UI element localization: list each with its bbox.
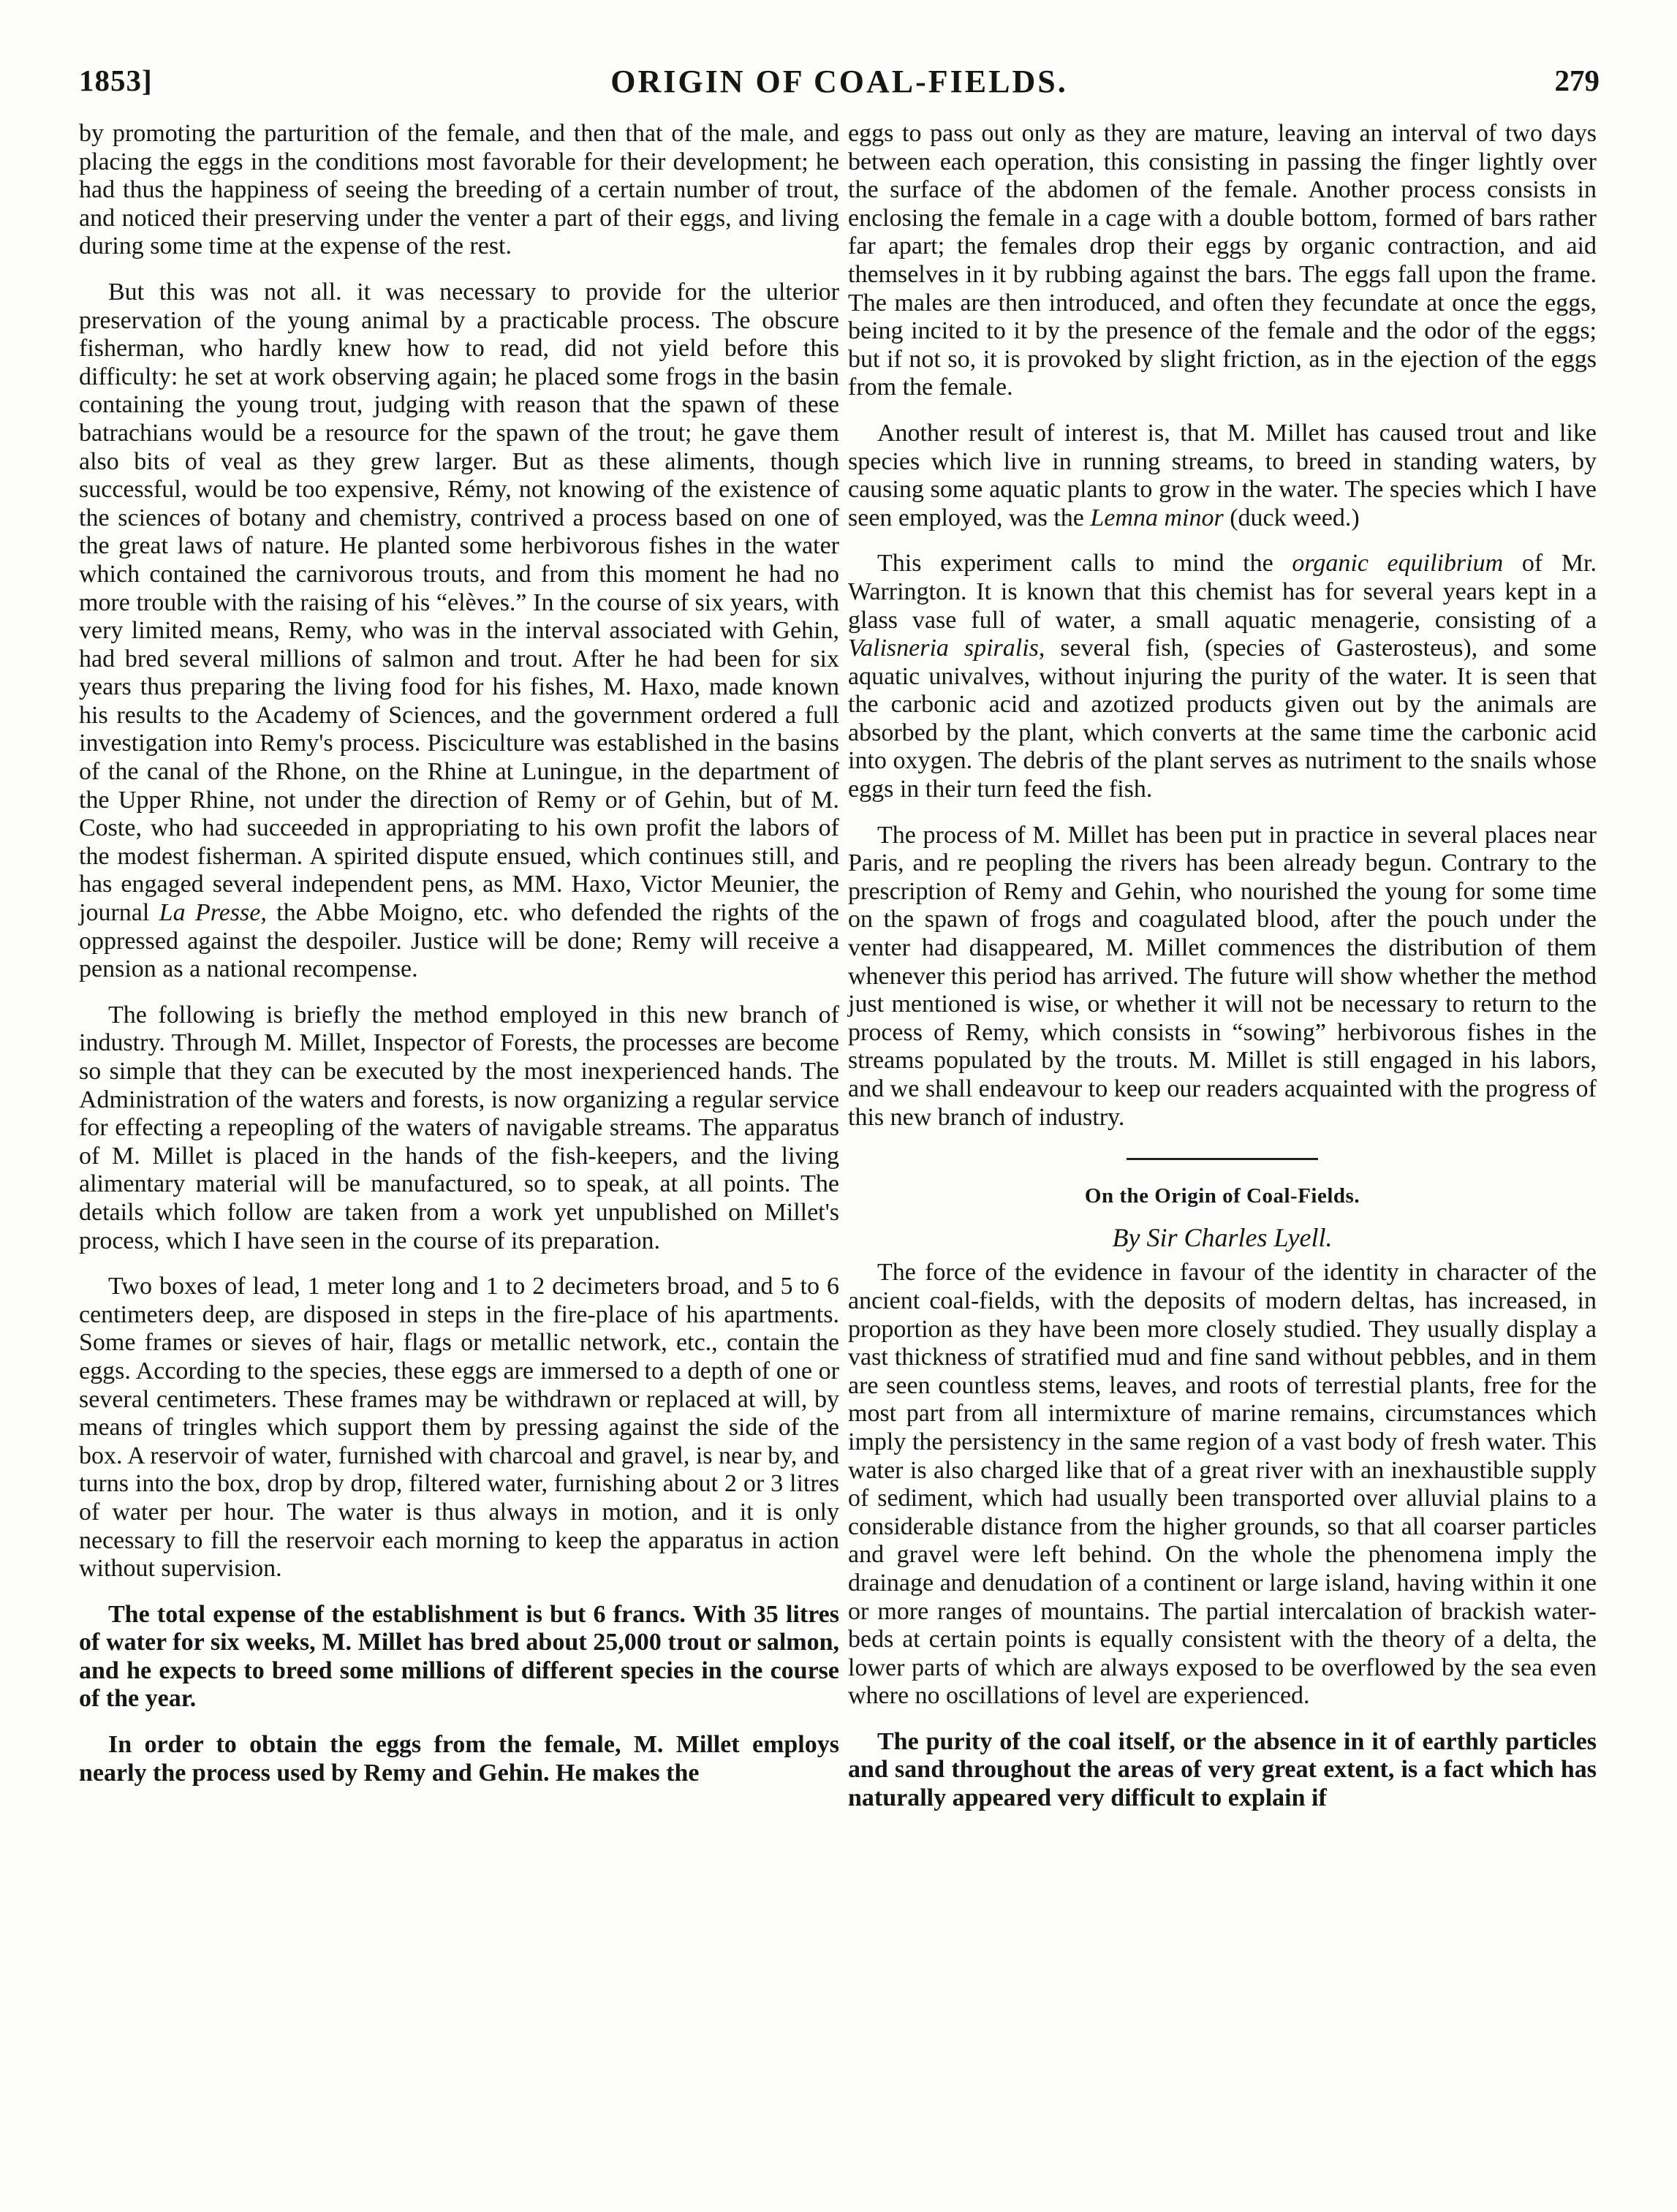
paragraph: The process of M. Millet has been put in practice in several places near Paris, and re peopling the rivers has been already begun. Contrary to the prescription of Remy and Gehin, who nourished the young for some time on the spawn of frogs and coagulated blood, after the pouch under the venter had disappeared, M. Millet commences the distribution of them whenever this period has arrived. The future will show whether the method just mentioned is wise, or whether it will not be necessary to return to the process of Remy, which consists in “sowing” herbivorous fishes in the streams populated by the trouts. M. Millet is still engaged in his labors, and we shall endeavour to keep our readers acquainted with the progress of this new branch of industry. (848, 821, 1597, 1131)
paragraph: Two boxes of lead, 1 meter long and 1 to 2 decimeters broad, and 5 to 6 centimeters deep, are disposed in steps in the fire-place of his apartments. Some frames or sieves of hair, flags or metallic network, etc., contain the eggs. According to the species, these eggs are immersed to a depth of one or several centimeters. These frames may be withdrawn or replaced at will, by means of tringles which support them by pressing against the side of the box. A reservoir of water, furnished with charcoal and gravel, is near by, and turns into the box, drop by drop, filtered water, furnishing about 2 or 3 litres of water per hour. The water is thus always in motion, and it is only necessary to fill the reservoir each morning to keep the apparatus in action without supervision. (79, 1273, 839, 1583)
journal-name: La Presse, (159, 899, 267, 927)
right-column (848, 120, 1597, 1830)
page-header (79, 63, 1600, 107)
paragraph-text: Another result of interest is, that M. Millet has caused trout and like species which live in running streams, to breed in standing waters, by causing some aquatic plants to grow in the water. The species which I have seen employed, was the (848, 419, 1597, 531)
paragraph (848, 420, 1597, 532)
paragraph: The total expense of the establishment is but 6 francs. With 35 litres of water for six weeks, M. Millet has bred about 25,000 trout or salmon, and he expects to breed some millions of different species in the course of the year. (79, 1600, 839, 1713)
paragraph: The purity of the coal itself, or the absence in it of earthly particles and sand throughout the areas of very great extent, is a fact which has naturally appeared very difficult to explain if (848, 1727, 1597, 1812)
article-title: On the Origin of Coal-Fields. (1084, 1184, 1360, 1208)
article-author: By Sir Charles Lyell. (1112, 1222, 1333, 1252)
paragraph-text: several fish, (species of Gasterosteus), and some aquatic univalves, without injuring the purity of the water. It is seen that the carbonic acid and azotized products given out by the animals are absorbed by the plant, which converts at the same time the carbonic acid into oxygen. The debris of the plant serves as nutriment to the snails whose eggs in their turn feed the fish. (848, 635, 1597, 803)
header-year: 1853] (79, 64, 153, 97)
paragraph: by promoting the parturition of the female, and then that of the male, and placing the eggs in the conditions most favorable for their development; he had thus the happiness of seeing the breeding of a certain number of trout, and noticed their preserving under the venter a part of their eggs, and living during some time at the expense of the rest. (79, 120, 839, 260)
term: organic equilibrium (1292, 550, 1504, 577)
page-number: 279 (1554, 64, 1600, 97)
paragraph-text: (duck weed.) (1230, 504, 1360, 531)
paragraph (848, 550, 1597, 803)
paragraph: The following is briefly the method employed in this new branch of industry. Through M. Millet, Inspector of Forests, the processes are become so simple that they can be executed by the most inexperienced hands. The Administration of the waters and forests, is now organizing a regular service for effecting a repeopling of the waters of navigable streams. The apparatus of M. Millet is placed in the hands of the fish-keepers, and the living alimentary material will be manufactured, so to speak, at all points. The details which follow are taken from a work yet unpublished on Millet's process, which I have seen in the course of its preparation. (79, 1001, 839, 1254)
paragraph: eggs to pass out only as they are mature, leaving an interval of two days between each operation, this consisting in passing the finger lightly over the surface of the abdomen of the female. Another process consists in enclosing the female in a cage with a double bottom, formed of bars rather far apart; the females drop their eggs by organic contraction, and aid themselves in it by rubbing against the bars. The eggs fall upon the frame. The males are then introduced, and often they fecundate at once the eggs, being incited to it by the presence of the female and the odor of the eggs; but if not so, it is provoked by slight friction, as in the ejection of the eggs from the female. (848, 120, 1597, 401)
paragraph-text: of Mr. Warrington. It is known that this chemist has for several years kept in a glass vase full of water, a small aquatic menagerie, consisting of a (848, 550, 1597, 634)
paragraph-text: But this was not all. it was necessary to provide for the ulterior preservation of the young animal by a practicable process. The obscure fisherman, who hardly knew how to read, did not yield before this difficulty: he set at work observing again; he placed some frogs in the basin containing the young trout, judging with reason that the spawn of these batrachians would be a resource for the spawn of the trout; he gave them also bits of veal as they grew larger. But as these aliments, though successful, would be too expensive, Rémy, not knowing of the existence of the sciences of botany and chemistry, contrived a process based on one of the great laws of nature. He planted some herbivorous fishes in the water which contained the carnivorous trouts, and from this moment he had no more trouble with the raising of his “elèves.” In the course of six years, with very limited means, Remy, who was in the interval associated with Gehin, had bred several millions of salmon and trout. After he had been for six years thus preparing the living food for his fishes, M. Haxo, made known his results to the Academy of Sciences, and the government ordered a full investigation into Remy's process. Pisciculture was established in the basins of the canal of the Rhone, on the Rhine at Luningue, in the department of the Upper Rhine, not under the direction of Remy or of Gehin, but of M. Coste, who had succeeded in appropriating to his own profit the labors of the modest fisherman. A spirited dispute ensued, which continues still, and has engaged several independent pens, as MM. Haxo, Victor Meunier, the journal (79, 278, 839, 927)
species-name: Valisneria spiralis, (848, 635, 1045, 662)
species-name: Lemna minor (1090, 504, 1224, 531)
left-column (79, 120, 839, 1805)
running-title: ORIGIN OF COAL-FIELDS. (610, 64, 1068, 99)
paragraph (79, 279, 839, 984)
paragraph-text: the Abbe Moigno, etc. who defended the rights of the oppressed against the despoiler. Justice will be done; Remy will receive a pension as a national recompense. (79, 899, 840, 983)
paragraph-text: This experiment calls to mind the (877, 550, 1273, 577)
paragraph: The force of the evidence in favour of the identity in character of the ancient coal-fields, with the deposits of modern deltas, has increased, in proportion as they have been more closely studied. They usually display a vast thickness of stratified mud and fine sand without pebbles, and in them are seen countless stems, leaves, and roots of terrestial plants, free for the most part from all intermixture of marine remains, circumstances which imply the persistency in the same region of a vast body of fresh water. This water is also charged like that of a great river with an inexhaustible supply of sediment, which had usually been transported over alluvial plains to a considerable distance from the higher grounds, so that all coarser particles and gravel were left behind. On the whole the phenomena imply the drainage and denudation of a continent or large island, having within it one or more ranges of mountains. The partial intercalation of brackish water-beds at certain points is equally consistent with the theory of a delta, the lower parts of which are always exposed to be overflowed by the sea even where no oscillations of level are experienced. (848, 1259, 1597, 1710)
section-divider (1127, 1158, 1318, 1160)
paragraph: In order to obtain the eggs from the female, M. Millet employs nearly the process used by Remy and Gehin. He makes the (79, 1731, 839, 1787)
